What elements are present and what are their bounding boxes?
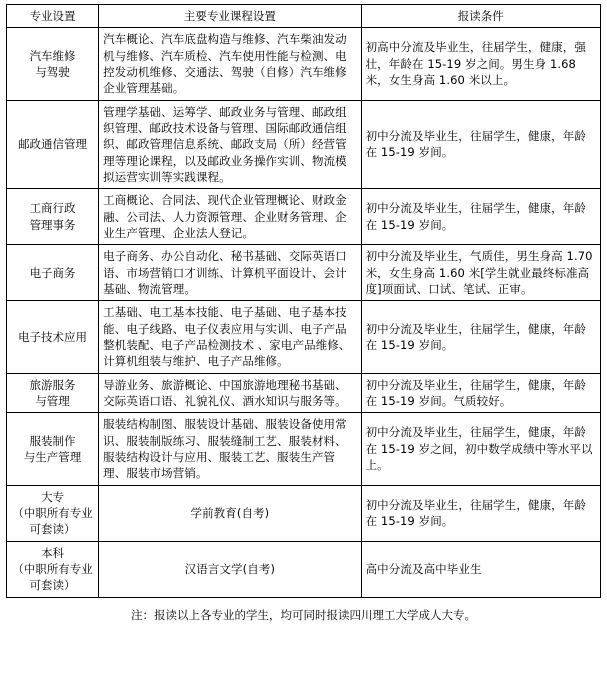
table-row xyxy=(7,301,601,373)
column-header-conditions: 报读条件 xyxy=(361,5,600,28)
courses-cell: 服装结构制图、服装设计基础、服装设备使用常识、服装制版练习、服装缝制工艺、服装材料、服装结构设计与应用、服装工艺、服装生产管理、服装市场营销。 xyxy=(99,413,361,485)
major-name-cell: 旅游服务 与管理 xyxy=(7,373,99,413)
condition-cell: 初中分流及毕业生，往届学生，健康，年龄在 15-19 岁间。气质较好。 xyxy=(361,373,600,413)
condition-cell: 初中分流及毕业生，往届学生，健康，年龄在 15-19 岁间。 xyxy=(361,485,600,541)
major-name-cell: 大专 （中职所有专业可套读） xyxy=(7,485,99,541)
courses-cell: 汽车概论、汽车底盘构造与维修、汽车柴油发动机与维修、汽车质检、汽车使用性能与检测、电控发动机维修、交通法、驾驶（自修）汽车维修企业管理基础。 xyxy=(99,28,361,100)
courses-cell: 管理学基础、运筹学、邮政业务与管理、邮政组织管理、邮政技术设备与管理、国际邮政通信组织、邮政管理信息系统、邮政支局（所）经营管理等理论课程，以及邮政业务操作实训、物流模拟运营实训等实践课程。 xyxy=(99,100,361,189)
table-footnote xyxy=(6,607,601,624)
courses-cell: 汉语言文学(自考) xyxy=(99,541,361,597)
table-row xyxy=(7,373,601,413)
condition-cell: 初高中分流及毕业生，往届学生，健康，强壮，年龄在 15-19 岁之间。男生身 1.68 米，女生身高 1.60 米以上。 xyxy=(361,28,600,100)
table-row xyxy=(7,541,601,597)
courses-cell: 电子商务、办公自动化、秘书基础、交际英语口语、市场营销口才训练、计算机平面设计、会计基础、物流管理。 xyxy=(99,245,361,301)
major-name-cell: 工商行政 管理事务 xyxy=(7,189,99,245)
footnote-text: 注：报读以上各专业的学生，均可同时报读四川理工大学成人大专。 xyxy=(131,607,476,622)
table-row xyxy=(7,28,601,100)
courses-cell: 导游业务、旅游概论、中国旅游地理秘书基础、交际英语口语、礼貌礼仪、酒水知识与服务等。 xyxy=(99,373,361,413)
table-header-row xyxy=(7,5,601,28)
major-name-cell: 服装制作 与生产管理 xyxy=(7,413,99,485)
major-settings-table xyxy=(6,4,601,598)
major-name-cell: 汽车维修 与驾驶 xyxy=(7,28,99,100)
courses-cell: 学前教育(自考) xyxy=(99,485,361,541)
column-header-courses: 主要专业课程设置 xyxy=(99,5,361,28)
table-body xyxy=(7,28,601,597)
major-name-cell: 邮政通信管理 xyxy=(7,100,99,189)
major-name-cell: 本科 （中职所有专业可套读） xyxy=(7,541,99,597)
condition-cell: 高中分流及高中毕业生 xyxy=(361,541,600,597)
table-row xyxy=(7,413,601,485)
courses-cell: 工商概论、合同法、现代企业管理概论、财政金融、公司法、人力资源管理、企业财务管理、企业生产管理、企业法人登记。 xyxy=(99,189,361,245)
major-name-cell: 电子商务 xyxy=(7,245,99,301)
condition-cell: 初中分流及毕业生，往届学生，健康，年龄在 15-19 岁间。 xyxy=(361,189,600,245)
table-row xyxy=(7,189,601,245)
condition-cell: 初中分流及毕业生，气质佳，男生身高 1.70 米，女生身高 1.60 米[学生就业最终标准高度]项面试、口试、笔试、正审。 xyxy=(361,245,600,301)
condition-cell: 初中分流及毕业生，往届学生，健康，年龄在 15-19 岁间。 xyxy=(361,301,600,373)
condition-cell: 初中分流及毕业生，往届学生，健康，年龄在 15-19 岁之间，初中数学成绩中等水平以上。 xyxy=(361,413,600,485)
courses-cell: 工基础、电工基本技能、电子基础、电子基本技能、电子线路、电子仪表应用与实训、电子产品整机装配、电子产品检测技术 、家电产品维修、计算机组装与维护、电子产品维修。 xyxy=(99,301,361,373)
table-row xyxy=(7,485,601,541)
table-row xyxy=(7,100,601,189)
column-header-major: 专业设置 xyxy=(7,5,99,28)
condition-cell: 初中分流及毕业生，往届学生，健康，年龄在 15-19 岁间。 xyxy=(361,100,600,189)
table-row xyxy=(7,245,601,301)
major-name-cell: 电子技术应用 xyxy=(7,301,99,373)
